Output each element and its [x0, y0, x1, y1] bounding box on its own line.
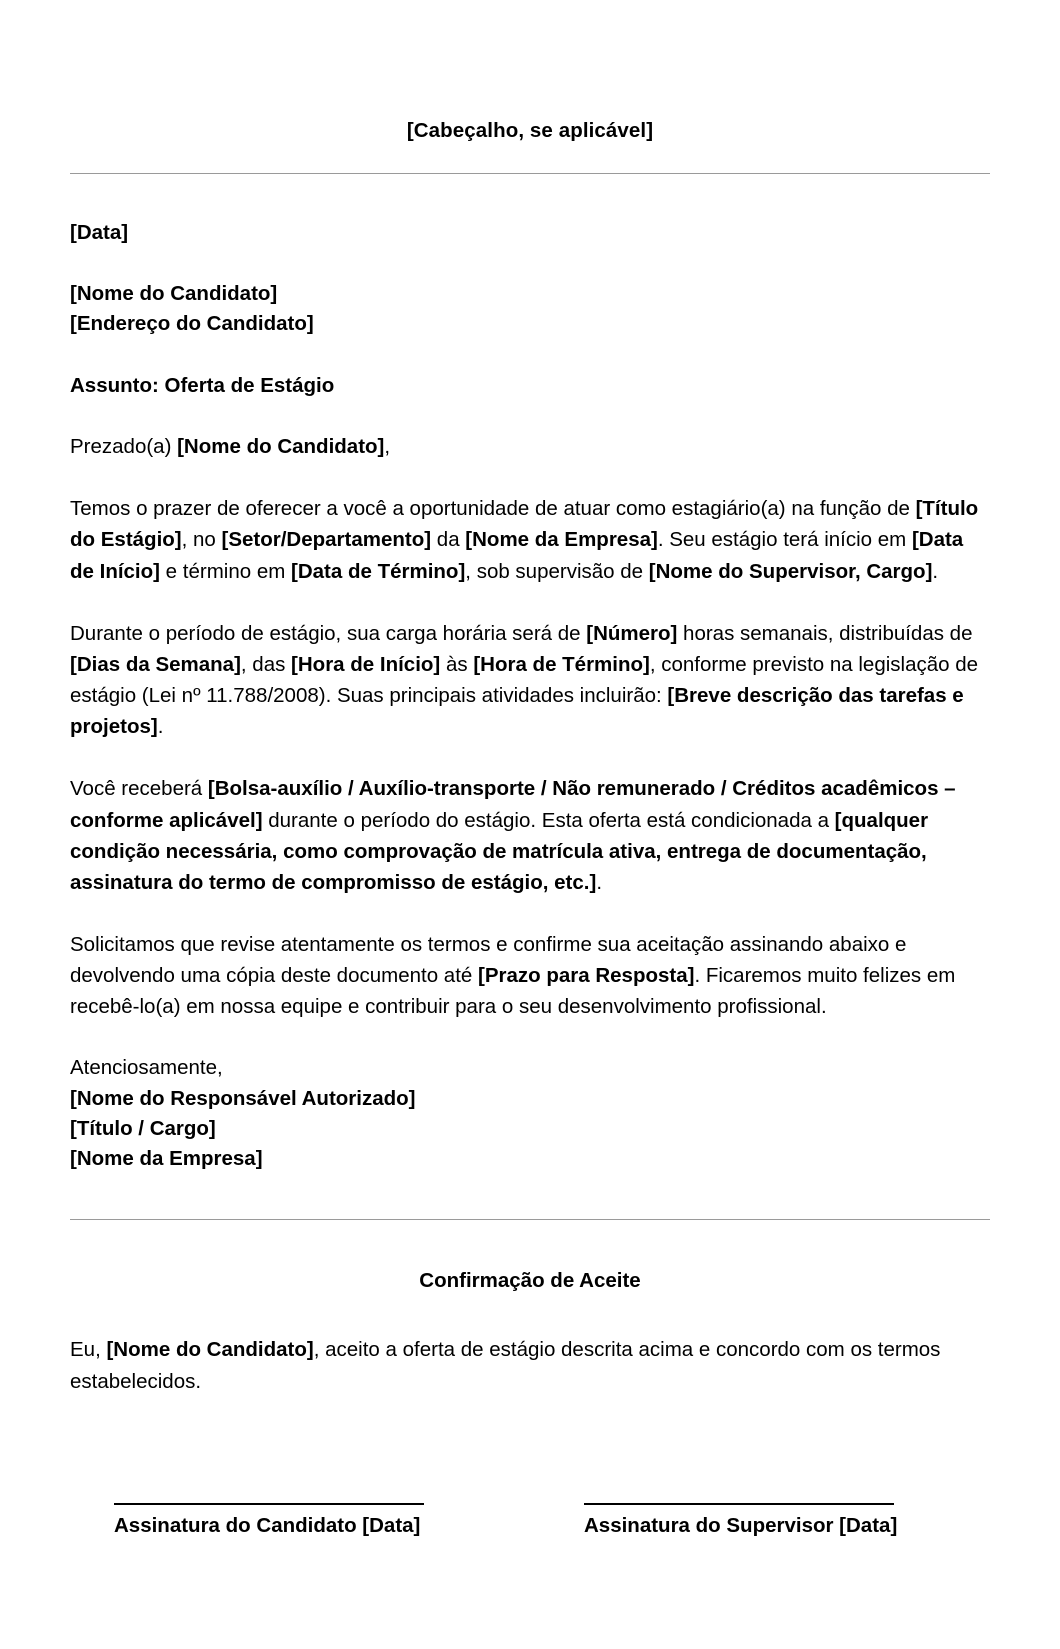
acceptance-field-candidate: [Nome do Candidato] — [106, 1338, 314, 1362]
recipient-block — [70, 279, 990, 340]
schedule-text-3: , das — [240, 652, 292, 676]
schedule-text-4: às — [440, 652, 474, 676]
compensation-text-1: Você receberá — [70, 777, 208, 801]
schedule-field-tasks: [Breve descrição das tarefas e projetos] — [70, 684, 964, 739]
salutation-block — [70, 432, 990, 462]
signature-line-supervisor[interactable] — [584, 1502, 894, 1505]
subject-block — [70, 371, 990, 401]
compensation-text-2: durante o período do estágio. Esta oferta está condicionada a — [262, 808, 835, 832]
closing-salutation: Atenciosamente, — [70, 1056, 223, 1080]
salutation-name: [Nome do Candidato] — [177, 434, 385, 458]
date-block — [70, 218, 990, 248]
closing-authorized-name: [Nome do Responsável Autorizado] — [70, 1086, 416, 1110]
response-text-2: . Ficaremos muito felizes em recebê-lo(a) em nossa equipe e contribuir para o seu desenvolvimento profissional. — [70, 964, 956, 1019]
header-divider — [70, 173, 990, 174]
closing-block — [70, 1053, 990, 1174]
signature-line-candidate[interactable] — [114, 1502, 424, 1505]
subject-text: Assunto: Oferta de Estágio — [70, 373, 335, 397]
offer-text-6: , sob supervisão de — [465, 559, 649, 583]
acceptance-title: Confirmação de Aceite — [419, 1268, 641, 1292]
signature-label-candidate: Assinatura do Candidato [Data] — [114, 1513, 421, 1537]
acceptance-text-1: Eu, — [70, 1338, 107, 1362]
schedule-field-start-time: [Hora de Início] — [291, 652, 441, 676]
paragraph-response — [70, 929, 990, 1022]
schedule-text-2: horas semanais, distribuídas de — [677, 621, 973, 645]
response-field-deadline: [Prazo para Resposta] — [478, 964, 695, 988]
signature-block-supervisor — [550, 1502, 980, 1540]
signature-block-candidate — [80, 1502, 510, 1540]
paragraph-compensation — [70, 773, 990, 898]
compensation-field-conditions: [qualquer condição necessária, como comprovação de matrícula ativa, entrega de documentação, assinatura do termo de compromisso de estágio, etc.] — [70, 808, 929, 894]
acceptance-divider — [70, 1219, 990, 1220]
schedule-field-end-time: [Hora de Término] — [473, 652, 650, 676]
recipient-address: [Endereço do Candidato] — [70, 312, 314, 336]
compensation-field-benefits: [Bolsa-auxílio / Auxílio-transporte / Não remunerado / Créditos acadêmicos – conforme aplicável] — [70, 777, 956, 832]
offer-field-department: [Setor/Departamento] — [221, 528, 432, 552]
schedule-field-weekdays: [Dias da Semana] — [70, 652, 241, 676]
acceptance-statement — [70, 1334, 990, 1396]
offer-field-company: [Nome da Empresa] — [465, 528, 658, 552]
schedule-field-hours: [Número] — [586, 621, 678, 645]
offer-field-internship-title: [Título do Estágio] — [70, 497, 979, 552]
offer-text-2: , no — [181, 528, 222, 552]
offer-field-end-date: [Data de Término] — [291, 559, 466, 583]
paragraph-schedule — [70, 618, 990, 743]
signature-label-supervisor: Assinatura do Supervisor [Data] — [584, 1513, 898, 1537]
closing-title-role: [Título / Cargo] — [70, 1117, 216, 1141]
response-text-1: Solicitamos que revise atentamente os termos e confirme sua aceitação assinando abaixo e devolvendo uma cópia deste documento até — [70, 933, 907, 988]
document-header-placeholder: [Cabeçalho, se aplicável] — [406, 119, 654, 142]
paragraph-offer — [70, 493, 990, 586]
acceptance-text-2: , aceito a oferta de estágio descrita acima e concordo com os termos estabelecidos. — [70, 1338, 941, 1393]
offer-text-3: da — [431, 528, 466, 552]
schedule-text-5: , conforme previsto na legislação de estágio (Lei nº 11.788/2008). Suas principais atividades incluirão: — [70, 652, 979, 708]
signature-row — [70, 1502, 990, 1540]
compensation-text-3: . — [596, 870, 603, 894]
offer-text-7: . — [932, 559, 939, 583]
offer-text-1: Temos o prazer de oferecer a você a oportunidade de atuar como estagiário(a) na função de — [70, 497, 916, 521]
salutation-prefix: Prezado(a) — [70, 434, 178, 458]
offer-text-4: . Seu estágio terá início em — [657, 528, 912, 552]
closing-company-name: [Nome da Empresa] — [70, 1147, 263, 1171]
schedule-text-6: . — [157, 715, 164, 739]
offer-field-start-date: [Data de Início] — [70, 528, 964, 583]
offer-text-5: e término em — [159, 559, 292, 583]
recipient-name: [Nome do Candidato] — [70, 281, 278, 305]
schedule-text-1: Durante o período de estágio, sua carga horária será de — [70, 621, 587, 645]
offer-field-supervisor: [Nome do Supervisor, Cargo] — [648, 559, 933, 583]
salutation-suffix: , — [384, 434, 391, 458]
date-placeholder: [Data] — [70, 220, 129, 244]
